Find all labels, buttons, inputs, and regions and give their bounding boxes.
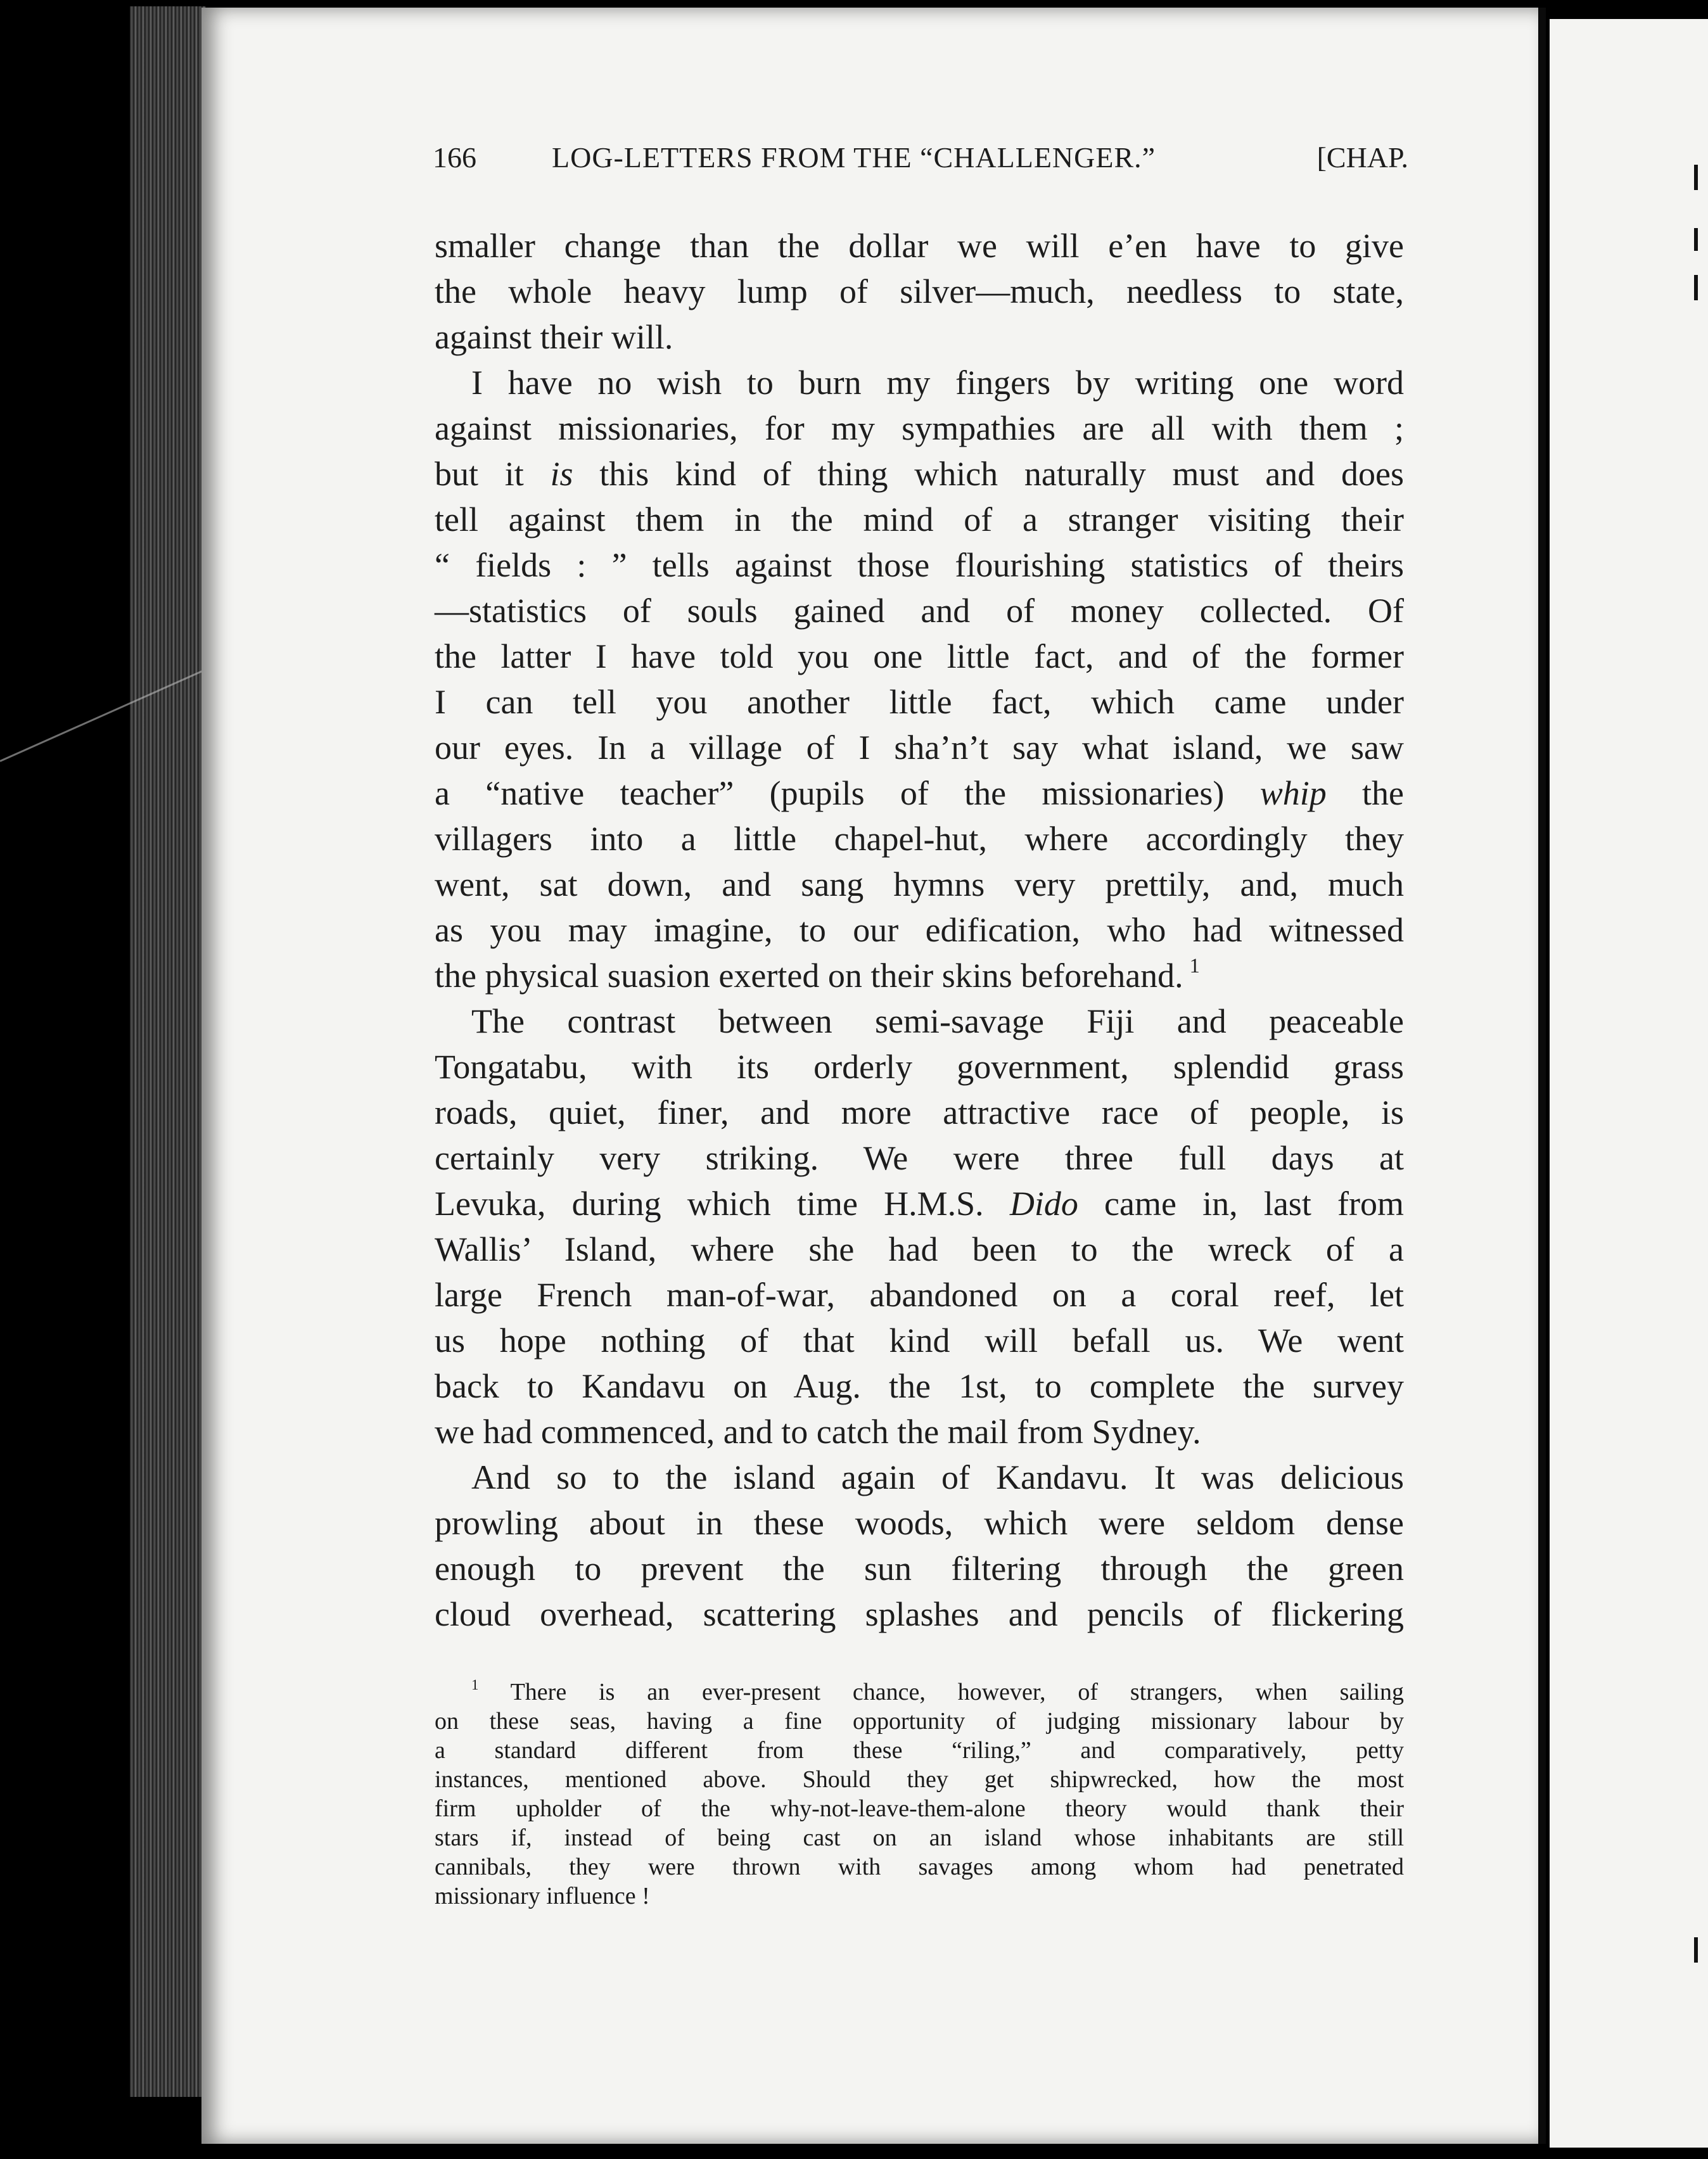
running-title: LOG-LETTERS FROM THE “CHALLENGER.”: [552, 141, 1156, 174]
text-line: [435, 451, 1404, 497]
text-line: Wallis’ Island, where she had been to the wreck of a: [435, 1230, 1404, 1268]
text-line: —statistics of souls gained and of money collected. Of: [435, 592, 1404, 630]
facing-page-glyph-fragment: [1694, 228, 1698, 251]
paragraph-start-line: The contrast between semi-savage Fiji and peaceable: [471, 1002, 1404, 1040]
body-text: [435, 223, 1404, 1637]
text-line: against their will.: [435, 318, 673, 356]
text-run: There is an ever-present chance, however, of strangers, when sailing: [510, 1679, 1404, 1705]
footnote-reference: 1: [1189, 955, 1200, 978]
italic-emphasis: is: [550, 455, 573, 493]
facing-page-glyph-fragment: [1694, 165, 1698, 190]
footnote-line: firm upholder of the why-not-leave-them-alone theory would thank their: [435, 1795, 1404, 1822]
text-line: enough to prevent the sun filtering through the green: [435, 1550, 1404, 1588]
footnote-line: instances, mentioned above. Should they get shipwrecked, how the most: [435, 1766, 1404, 1793]
paragraph-start-line: And so to the island again of Kandavu. It was delicious: [471, 1458, 1404, 1496]
text-line: [435, 953, 1404, 998]
facing-page-glyph-fragment: [1694, 1937, 1698, 1963]
page-gutter: [1538, 8, 1546, 2144]
text-run: a “native teacher” (pupils of the missionaries): [435, 774, 1260, 812]
text-line: prowling about in these woods, which were seldom dense: [435, 1504, 1404, 1542]
footnote: [435, 1678, 1404, 1911]
text-run: but it: [435, 455, 551, 493]
text-line: “ fields : ” tells against those flourishing statistics of theirs: [435, 546, 1404, 584]
footnote-line: on these seas, having a fine opportunity of judging missionary labour by: [435, 1708, 1404, 1735]
footnote-line: [435, 1678, 1404, 1707]
footnote-line: stars if, instead of being cast on an island whose inhabitants are still: [435, 1825, 1404, 1851]
chapter-mark: [CHAP.: [1316, 141, 1408, 174]
text-line: us hope nothing of that kind will befall us. We went: [435, 1322, 1404, 1360]
text-line: I can tell you another little fact, which came under: [435, 683, 1404, 721]
italic-ship-name: Dido: [1009, 1185, 1078, 1223]
text-line: cloud overhead, scattering splashes and pencils of flickering: [435, 1595, 1404, 1633]
text-line: [435, 770, 1404, 816]
text-line: smaller change than the dollar we will e’en have to give: [435, 227, 1404, 265]
footnote-line: cannibals, they were thrown with savages among whom had penetrated: [435, 1854, 1404, 1880]
text-line: as you may imagine, to our edification, who had witnessed: [435, 911, 1404, 949]
italic-emphasis: whip: [1259, 774, 1327, 812]
page-number: 166: [433, 141, 476, 174]
text-line: Tongatabu, with its orderly government, splendid grass: [435, 1048, 1404, 1086]
page-edge-stack: [130, 6, 206, 2097]
text-line: roads, quiet, finer, and more attractive race of people, is: [435, 1093, 1404, 1131]
text-run: came in, last from: [1078, 1185, 1404, 1223]
text-run: the physical suasion exerted on their skins beforehand.: [435, 957, 1183, 995]
text-line: we had commenced, and to catch the mail from Sydney.: [435, 1413, 1201, 1451]
footnote-marker: 1: [471, 1677, 479, 1693]
text-line: [435, 1181, 1404, 1226]
text-line: certainly very striking. We were three full days at: [435, 1139, 1404, 1177]
text-line: against missionaries, for my sympathies are all with them ;: [435, 409, 1404, 447]
text-line: our eyes. In a village of I sha’n’t say what island, we saw: [435, 729, 1404, 767]
text-line: went, sat down, and sang hymns very prettily, and, much: [435, 865, 1404, 903]
text-line: large French man-of-war, abandoned on a coral reef, let: [435, 1276, 1404, 1314]
text-line: back to Kandavu on Aug. the 1st, to complete the survey: [435, 1367, 1404, 1405]
text-run: Levuka, during which time H.M.S.: [435, 1185, 1010, 1223]
text-line: villagers into a little chapel-hut, where accordingly they: [435, 820, 1404, 858]
footnote-line: a standard different from these “riling,” and comparatively, petty: [435, 1737, 1404, 1764]
footnote-line: missionary influence !: [435, 1883, 650, 1909]
text-line: the whole heavy lump of silver—much, needless to state,: [435, 272, 1404, 310]
running-head: [433, 141, 1408, 191]
text-line: tell against them in the mind of a stranger visiting their: [435, 500, 1404, 538]
text-run: this kind of thing which naturally must and does: [573, 455, 1404, 493]
text-run: the: [1326, 774, 1404, 812]
facing-page-fragment: [1550, 19, 1708, 2148]
text-line: the latter I have told you one little fact, and of the former: [435, 637, 1404, 675]
paragraph-start-line: I have no wish to burn my fingers by writing one word: [471, 364, 1404, 402]
facing-page-glyph-fragment: [1694, 275, 1698, 300]
